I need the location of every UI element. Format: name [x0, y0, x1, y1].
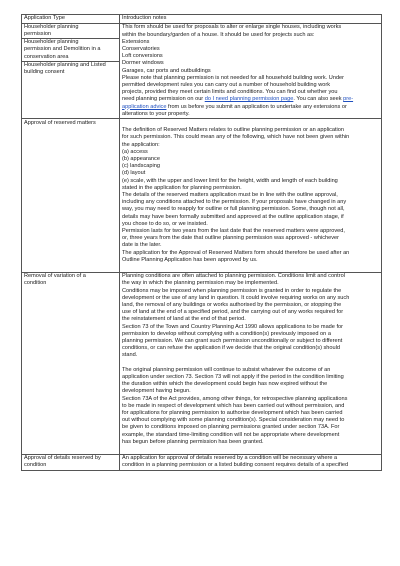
header-introduction-notes: Introduction notes	[120, 15, 382, 24]
document-page	[21, 14, 381, 471]
type-householder-demolition: Householder planning permission and Demolition in a conservation area	[22, 38, 119, 61]
table-row-details-reserved	[22, 454, 382, 470]
notes-cell-householder: This form should be used for proposals to alter or enlarge single houses, including works within the boundary/garden of a house. It should be used for projects such as: Extensions Conservatories Loft conversions Dormer windows Garages, car ports and outbuildings Please note that planning permission is not needed for all household building work. Under permitted development rules you can carry out a number of household building work projects, provided they meet certain limits and conditions. You can find out whether you need planning permission on our do I need planning permission page. You can also seek pre- application advice from us before you submit an application to undertake any extensions or alterations to your property.	[120, 23, 382, 119]
do-i-need-planning-permission-link[interactable]: do I need planning permission page	[204, 96, 294, 103]
table-row-householder	[22, 23, 382, 119]
type-cell-removal-variation: Removal of variation of a condition	[22, 272, 120, 454]
pre-application-advice-link-part1[interactable]: pre-	[343, 96, 354, 103]
header-application-type: Application Type	[22, 15, 120, 24]
table-row-reserved-matters	[22, 119, 382, 272]
type-cell-reserved-matters: Approval of reserved matters	[22, 119, 120, 272]
type-householder-planning: Householder planning permission	[24, 23, 79, 37]
type-cell-householder	[22, 23, 120, 119]
pre-application-advice-link-part2[interactable]: application advice	[122, 103, 167, 110]
type-cell-details-reserved: Approval of details reserved by condition	[22, 454, 120, 470]
notes-cell-removal-variation: Planning conditions are often attached to planning permission. Conditions limit and control the way in which the planning permission may be implemented. Conditions may be imposed when planning permission is granted in order to regulate the development or the use of any land in question. It could involve requiring works on any such land, the removal of any buildings or works authorised by the permission, or stopping the use of land at the end of a specified period, and the carrying out of any works required for the reinstatement of land at the end of that period. Section 73 of the Town and Country Planning Act 1990 allows applications to be made for permission to develop without complying with a condition(s) previously imposed on a planning permission. We can grant such permission unconditionally or subject to different conditions, or can refuse the application if we decide that the original condition(s) should stand. The original planning permission will continue to subsist whatever the outcome of an application under section 73. Section 73 will not apply if the period in the condition limiting the duration within which the development could begin has now expired without the development having begun. Section 73A of the Act provides, among other things, for retrospective planning applications to be made in respect of development which has been carried out without permission, and for applications for planning permission to authorise development which has been carried out without complying with some planning condition(s). Special consideration may need to be given to conditions imposed on planning permissions granted under section 73A. For example, the standard time-limiting condition will not be appropriate where development has begun before planning permission has been granted.	[120, 272, 382, 454]
notes-cell-reserved-matters: The definition of Reserved Matters relates to outline planning permission or an application for such permission. This could mean any of the following, which have not been given within the application: (a) access (b) appearance (c) landscaping (d) layout (e) scale, with the upper and lower limit for the height, width and length of each building stated in the application for planning permission. The details of the reserved matters application must be in line with the outline approval, including any conditions attached to the permission. If your proposals have changed in any way, you may need to reapply for outline or full planning permission. Some, though not all, details may have been formally submitted and approved at the outline application stage, if you chose to do so, or we insisted. Permission lasts for two years from the last date that the reserved matters were approved, or, three years from the date that outline planning permission was approved - whichever date is the later. The application for the Approval of Reserved Matters form should therefore be used after an Outline Planning Application has been approved by us.	[120, 119, 382, 272]
table-header-row	[22, 15, 382, 24]
type-householder-listed: Householder planning and Listed building consent	[22, 61, 119, 76]
notes-cell-details-reserved: An application for approval of details reserved by a condition will be necessary where a condition in a planning permission or a listed building consent requires details of a specified	[120, 454, 382, 470]
table-row-removal-variation	[22, 272, 382, 454]
application-types-table	[21, 14, 382, 471]
planning-links-line: need planning permission on our do I need planning permission page. You can also seek pre-	[122, 96, 354, 103]
